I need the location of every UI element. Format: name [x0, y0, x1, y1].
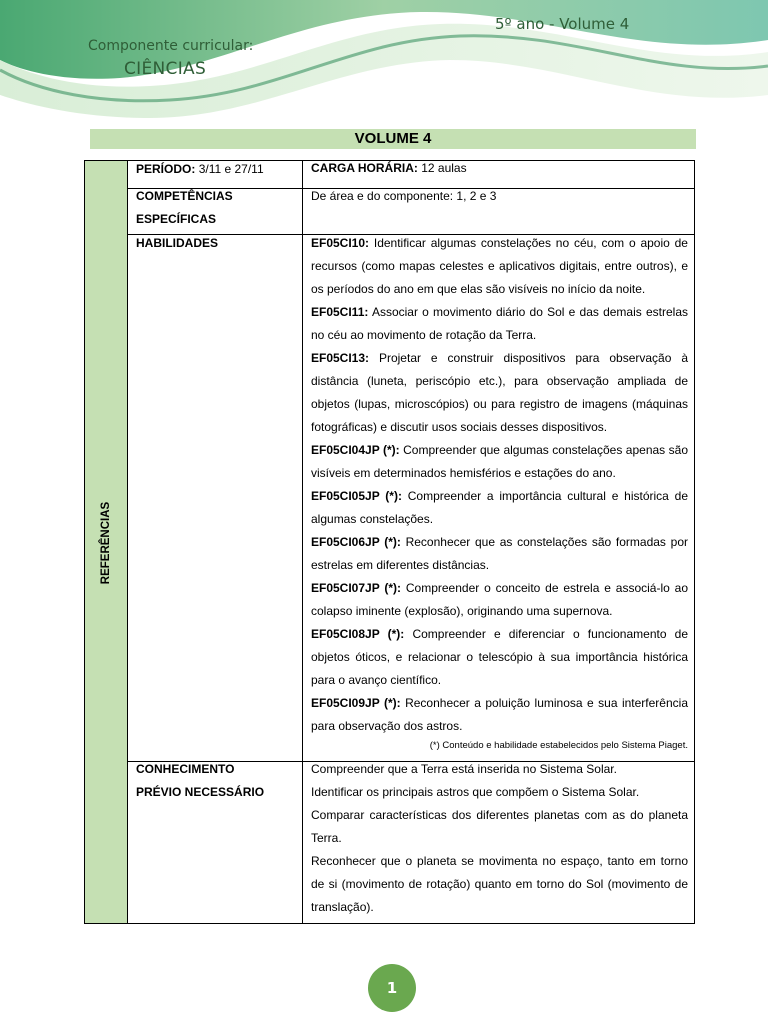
habilidade-code: EF05CI10:: [311, 236, 370, 250]
carga-label: CARGA HORÁRIA:: [311, 161, 418, 175]
habilidade-text: Compreender o conceito de estrela e associá-lo ao colapso iminente (explosão), originando uma supernova.: [311, 581, 688, 618]
habilidade-item: [311, 439, 688, 485]
habilidade-code: EF05CI08JP (*):: [311, 627, 405, 641]
habilidade-code: EF05CI06JP (*):: [311, 535, 401, 549]
volume-tag: 5º ano - Volume 4: [495, 15, 630, 33]
habilidade-text: Identificar algumas constelações no céu, com o apoio de recursos (como mapas celestes e aplicativos digitais, entre outros), e os períodos do ano em que elas são visíveis no início da noite.: [311, 236, 688, 296]
column-divider: [302, 161, 303, 923]
conhecimento-item: Identificar os principais astros que compõem o Sistema Solar.: [311, 785, 640, 799]
habilidade-item: [311, 623, 688, 692]
habilidade-code: EF05CI05JP (*):: [311, 489, 402, 503]
side-label: REFERÊNCIAS: [100, 501, 112, 585]
subject-title: CIÊNCIAS: [124, 59, 207, 79]
competencias-label: [136, 185, 233, 231]
habilidade-text: Projetar e construir dispositivos para observação à distância (luneta, periscópio etc.), para observação ampliada de objetos (lupas, microscópios) ou para registro de imagens (máquinas fotográficas) e discutir usos sociais desses dispositivos.: [311, 351, 688, 434]
conhecimento-label-line1: CONHECIMENTO: [136, 762, 235, 776]
component-label: Componente curricular:: [88, 38, 254, 54]
habilidade-text: Reconhecer a poluição luminosa e sua interferência para observação dos astros.: [311, 696, 688, 733]
page-number: 1: [368, 964, 416, 1012]
references-table: [84, 160, 695, 924]
habilidade-code: EF05CI04JP (*):: [311, 443, 400, 457]
habilidade-text: Compreender e diferenciar o funcionamento de objetos óticos, e relacionar o telescópio à sua importância histórica para o avanço científico.: [311, 627, 688, 687]
footnote: (*) Conteúdo e habilidade estabelecidos pelo Sistema Piaget.: [429, 740, 688, 751]
periodo-cell: [136, 158, 264, 181]
habilidade-code: EF05CI09JP (*):: [311, 696, 401, 710]
header-banner: [0, 0, 768, 125]
competencias-value: De área e do componente: 1, 2 e 3: [311, 189, 497, 203]
conhecimento-list: [311, 758, 688, 919]
habilidade-code: EF05CI11:: [311, 305, 369, 319]
habilidade-item: [311, 531, 688, 577]
habilidade-text: Associar o movimento diário do Sol e das demais estrelas no céu ao movimento de rotação da Terra.: [311, 305, 688, 342]
conhecimento-item: Compreender que a Terra está inserida no Sistema Solar.: [311, 762, 617, 776]
habilidade-item: [311, 577, 688, 623]
habilidade-code: EF05CI07JP (*):: [311, 581, 402, 595]
habilidade-text: Compreender a importância cultural e histórica de algumas constelações.: [311, 489, 688, 526]
carga-cell: [311, 157, 688, 180]
habilidade-item: [311, 485, 688, 531]
habilidade-item: [311, 232, 688, 301]
conhecimento-item: Reconhecer que o planeta se movimenta no espaço, tanto em torno de si (movimento de rotação) quanto em torno do Sol (movimento de translação).: [311, 854, 688, 914]
habilidade-item: [311, 347, 688, 439]
habilidade-text: Compreender que algumas constelações apenas são visíveis em determinados hemisférios e estações do ano.: [311, 443, 688, 480]
habilidade-item: [311, 692, 688, 738]
periodo-value: 3/11 e 27/11: [198, 162, 264, 176]
habilidade-text: Reconhecer que as constelações são formadas por estrelas em diferentes distâncias.: [311, 535, 688, 572]
habilidade-item: [311, 301, 688, 347]
competencias-label-line2: ESPECÍFICAS: [136, 212, 217, 226]
volume-title: VOLUME 4: [90, 129, 696, 149]
carga-value: 12 aulas: [421, 161, 467, 175]
side-column: [85, 161, 128, 923]
competencias-label-line1: COMPETÊNCIAS: [136, 189, 233, 203]
conhecimento-item: Comparar características dos diferentes planetas com as do planeta Terra.: [311, 808, 688, 845]
conhecimento-label-line2: PRÉVIO NECESSÁRIO: [136, 785, 265, 799]
periodo-label: PERÍODO:: [136, 162, 196, 176]
habilidade-code: EF05CI13:: [311, 351, 370, 365]
habilidades-label: HABILIDADES: [136, 236, 219, 250]
habilidades-list: [311, 232, 688, 753]
conhecimento-label: [136, 758, 264, 804]
